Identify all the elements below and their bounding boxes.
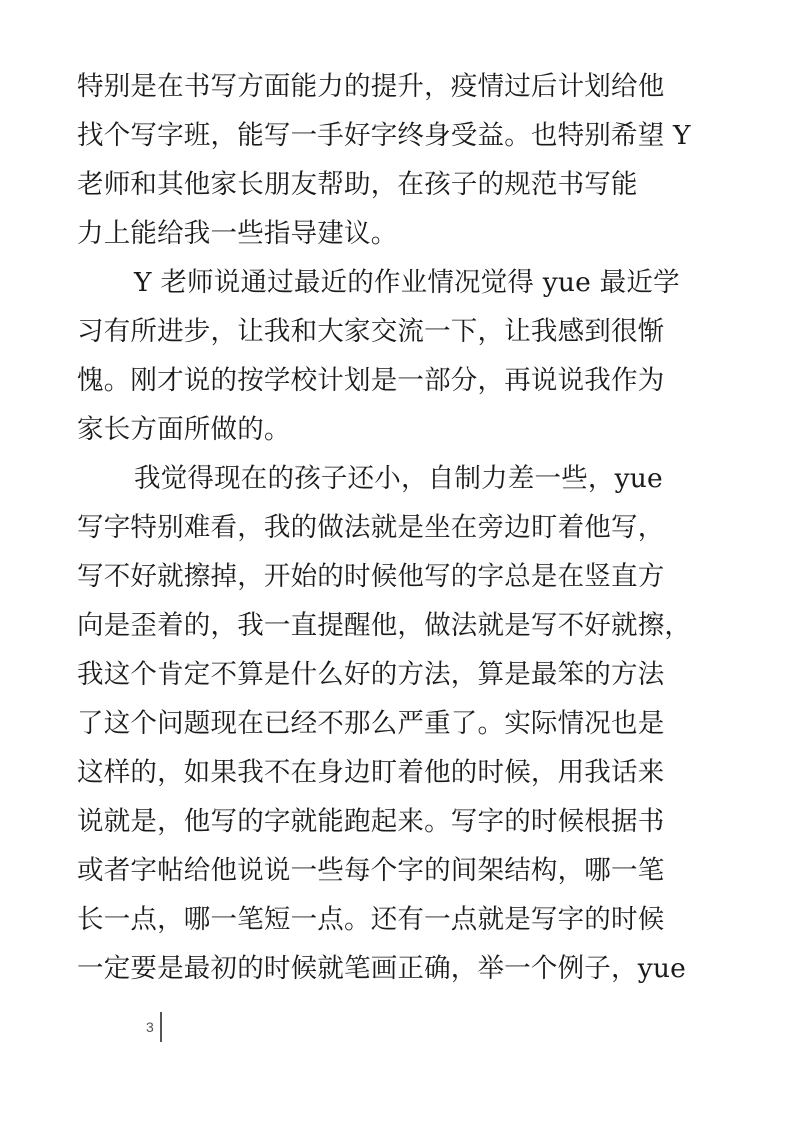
text-line: 力上能给我一些指导建议。 (77, 218, 398, 249)
text-line: 愧。刚才说的按学校计划是一部分，再说说我作为 (77, 365, 665, 396)
text-line: 我这个肯定不算是什么好的方法，算是最笨的方法 (77, 659, 665, 690)
page-footer (146, 1012, 162, 1042)
text-line: 或者字帖给他说说一些每个字的间架结构，哪一笔 (77, 855, 665, 886)
text-line: 找个写字班，能写一手好字终身受益。也特别希望 Y (77, 120, 691, 151)
text-line: 长一点，哪一笔短一点。还有一点就是写字的时候 (77, 904, 665, 935)
text-line: 我觉得现在的孩子还小，自制力差一些，yue (134, 463, 663, 494)
text-line: Y 老师说通过最近的作业情况觉得 yue 最近学 (134, 267, 680, 298)
text-line: 写字特别难看，我的做法就是坐在旁边盯着他写， (77, 512, 665, 543)
text-line: 了这个问题现在已经不那么严重了。实际情况也是 (77, 708, 665, 739)
text-line: 说就是，他写的字就能跑起来。写字的时候根据书 (77, 806, 665, 837)
text-line: 一定要是最初的时候就笔画正确，举一个例子，yue (77, 953, 687, 984)
text-line: 向是歪着的，我一直提醒他，做法就是写不好就擦， (77, 610, 692, 641)
body-text (77, 62, 737, 993)
text-line: 家长方面所做的。 (77, 414, 291, 445)
text-line: 写不好就擦掉，开始的时候他写的字总是在竖直方 (77, 561, 665, 592)
page-number: 3 (146, 1019, 154, 1035)
text-line: 特别是在书写方面能力的提升，疫情过后计划给他 (77, 71, 665, 102)
text-line: 习有所进步，让我和大家交流一下，让我感到很惭 (77, 316, 665, 347)
footer-divider (160, 1012, 162, 1042)
text-line: 这样的，如果我不在身边盯着他的时候，用我话来 (77, 757, 665, 788)
text-line: 老师和其他家长朋友帮助，在孩子的规范书写能 (77, 169, 638, 200)
